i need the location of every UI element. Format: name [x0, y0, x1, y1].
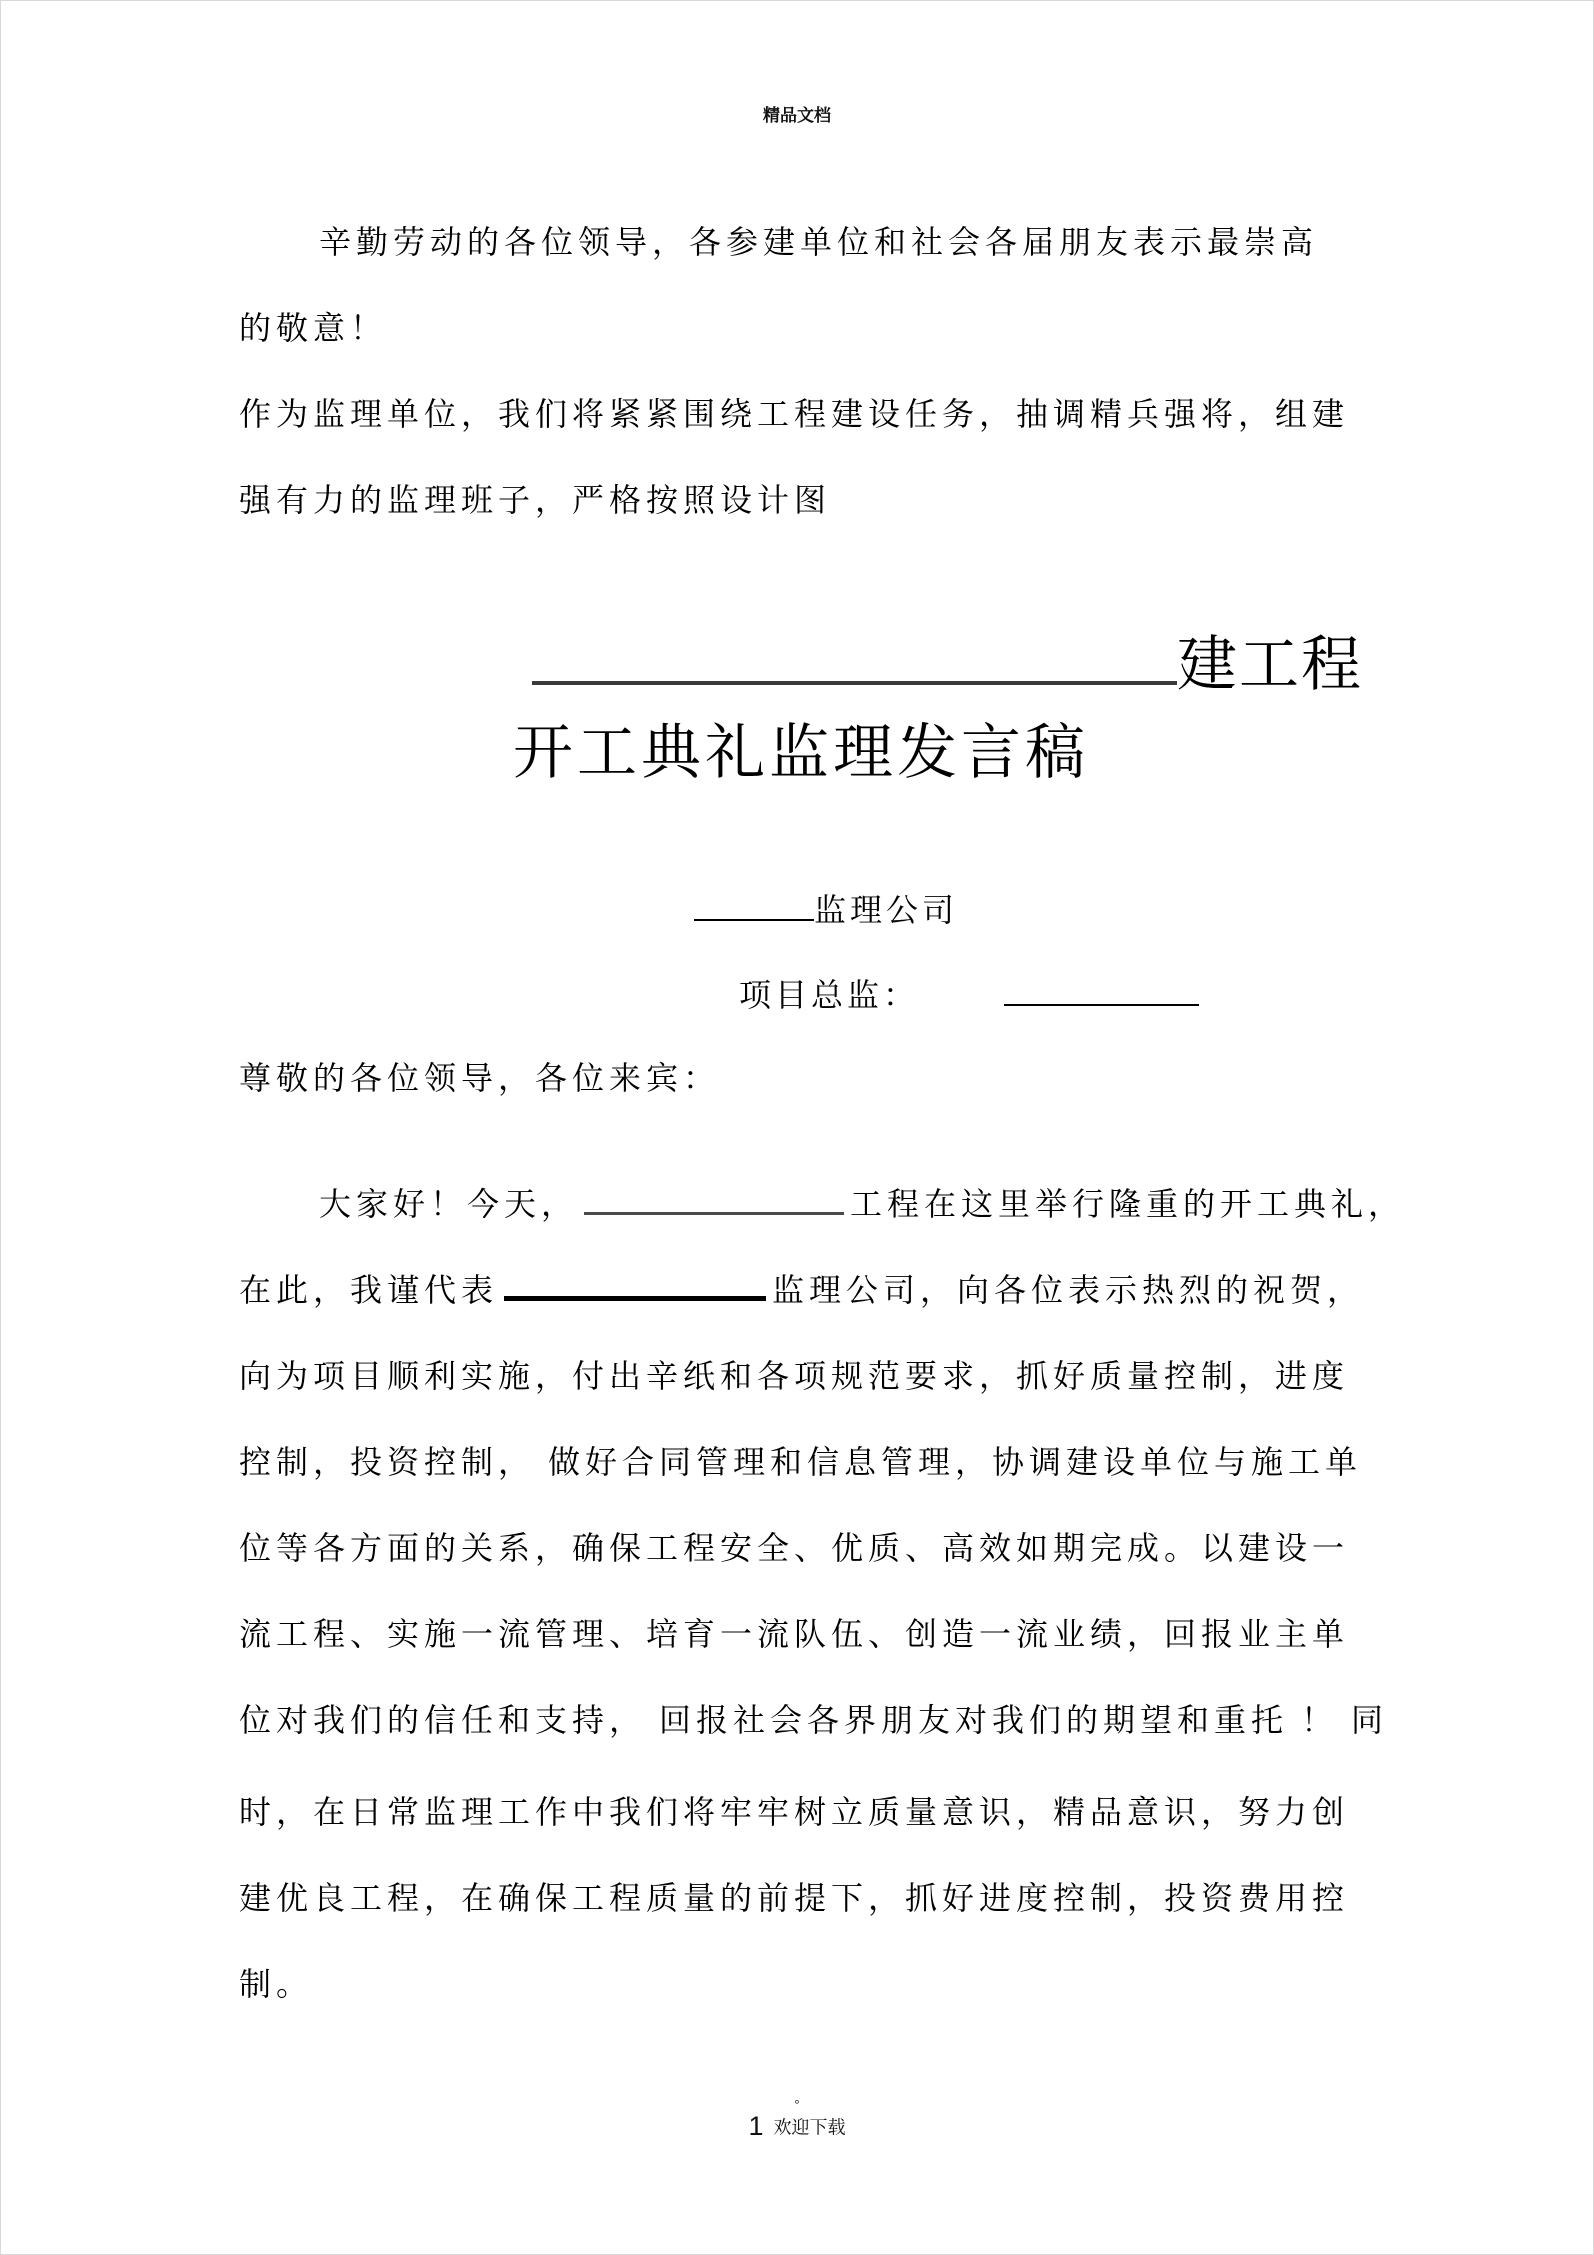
- text-line: 控制，投资控制， 做好合同管理和信息管理，协调建设单位与施工单: [239, 1444, 1363, 1480]
- text-line: 的敬意！: [239, 310, 388, 346]
- text-line: [239, 1265, 1363, 1351]
- body-line1-prefix: 大家好！今天，: [319, 1186, 579, 1222]
- byline-company-line: [239, 885, 1363, 970]
- text-line: 制。: [239, 1966, 314, 2002]
- watermark: 精品文档: [763, 106, 831, 125]
- blank-underline: [1004, 1000, 1199, 1006]
- text-line: 位等各方面的关系，确保工程安全、优质、高效如期完成。以建设一: [239, 1530, 1350, 1566]
- blank-underline: [504, 1292, 766, 1301]
- page-footer: [1, 2097, 1593, 2142]
- footer-label: 欢迎下载: [773, 2117, 846, 2138]
- body-line2-suffix: 监理公司，向各位表示热烈的祝贺，: [772, 1272, 1365, 1308]
- company-suffix: 监理公司: [814, 892, 959, 928]
- title-line-2: 开工典礼监理发言稿: [513, 720, 1089, 786]
- text-line: 流工程、实施一流管理、培育一流队伍、创造一流业绩，回报业主单: [239, 1616, 1350, 1652]
- blank-underline: [694, 915, 814, 921]
- director-label: 项目总监：: [739, 977, 920, 1013]
- text-line: 辛勤劳动的各位领导，各参建单位和社会各届朋友表示最崇高: [319, 224, 1319, 260]
- degree-mark: °: [794, 2097, 800, 2112]
- document-content: [1, 217, 1593, 2045]
- text-line: [239, 1179, 1406, 1265]
- text-line: 作为监理单位，我们将紧紧围绕工程建设任务，抽调精兵强将，组建: [239, 396, 1350, 432]
- byline-director-line: [239, 970, 1363, 1053]
- blank-underline: [532, 677, 1177, 685]
- blank-underline: [584, 1208, 844, 1215]
- salutation-line: 尊敬的各位领导，各位来宾：: [239, 1060, 721, 1096]
- text-line: 建优良工程，在确保工程质量的前提下，抓好进度控制，投资费用控: [239, 1880, 1350, 1916]
- text-line: 位对我们的信任和支持， 回报社会各界朋友对我们的期望和重托 ！ 同: [239, 1702, 1389, 1738]
- page-number: 1: [748, 2111, 764, 2141]
- text-line: 强有力的监理班子，严格按照设计图: [239, 482, 832, 518]
- title-block: [239, 617, 1363, 801]
- text-line: 时，在日常监理工作中我们将牢牢树立质量意识，精品意识，努力创: [239, 1794, 1350, 1830]
- title-line-1: [239, 617, 1363, 705]
- text-line: 向为项目顺利实施，付出辛纸和各项规范要求，抓好质量控制，进度: [239, 1358, 1350, 1394]
- body-line2-prefix: 在此，我谨代表: [239, 1272, 499, 1308]
- body-line1-suffix: 工程在这里举行隆重的开工典礼，: [850, 1186, 1406, 1222]
- title-text: 建工程: [1177, 632, 1363, 698]
